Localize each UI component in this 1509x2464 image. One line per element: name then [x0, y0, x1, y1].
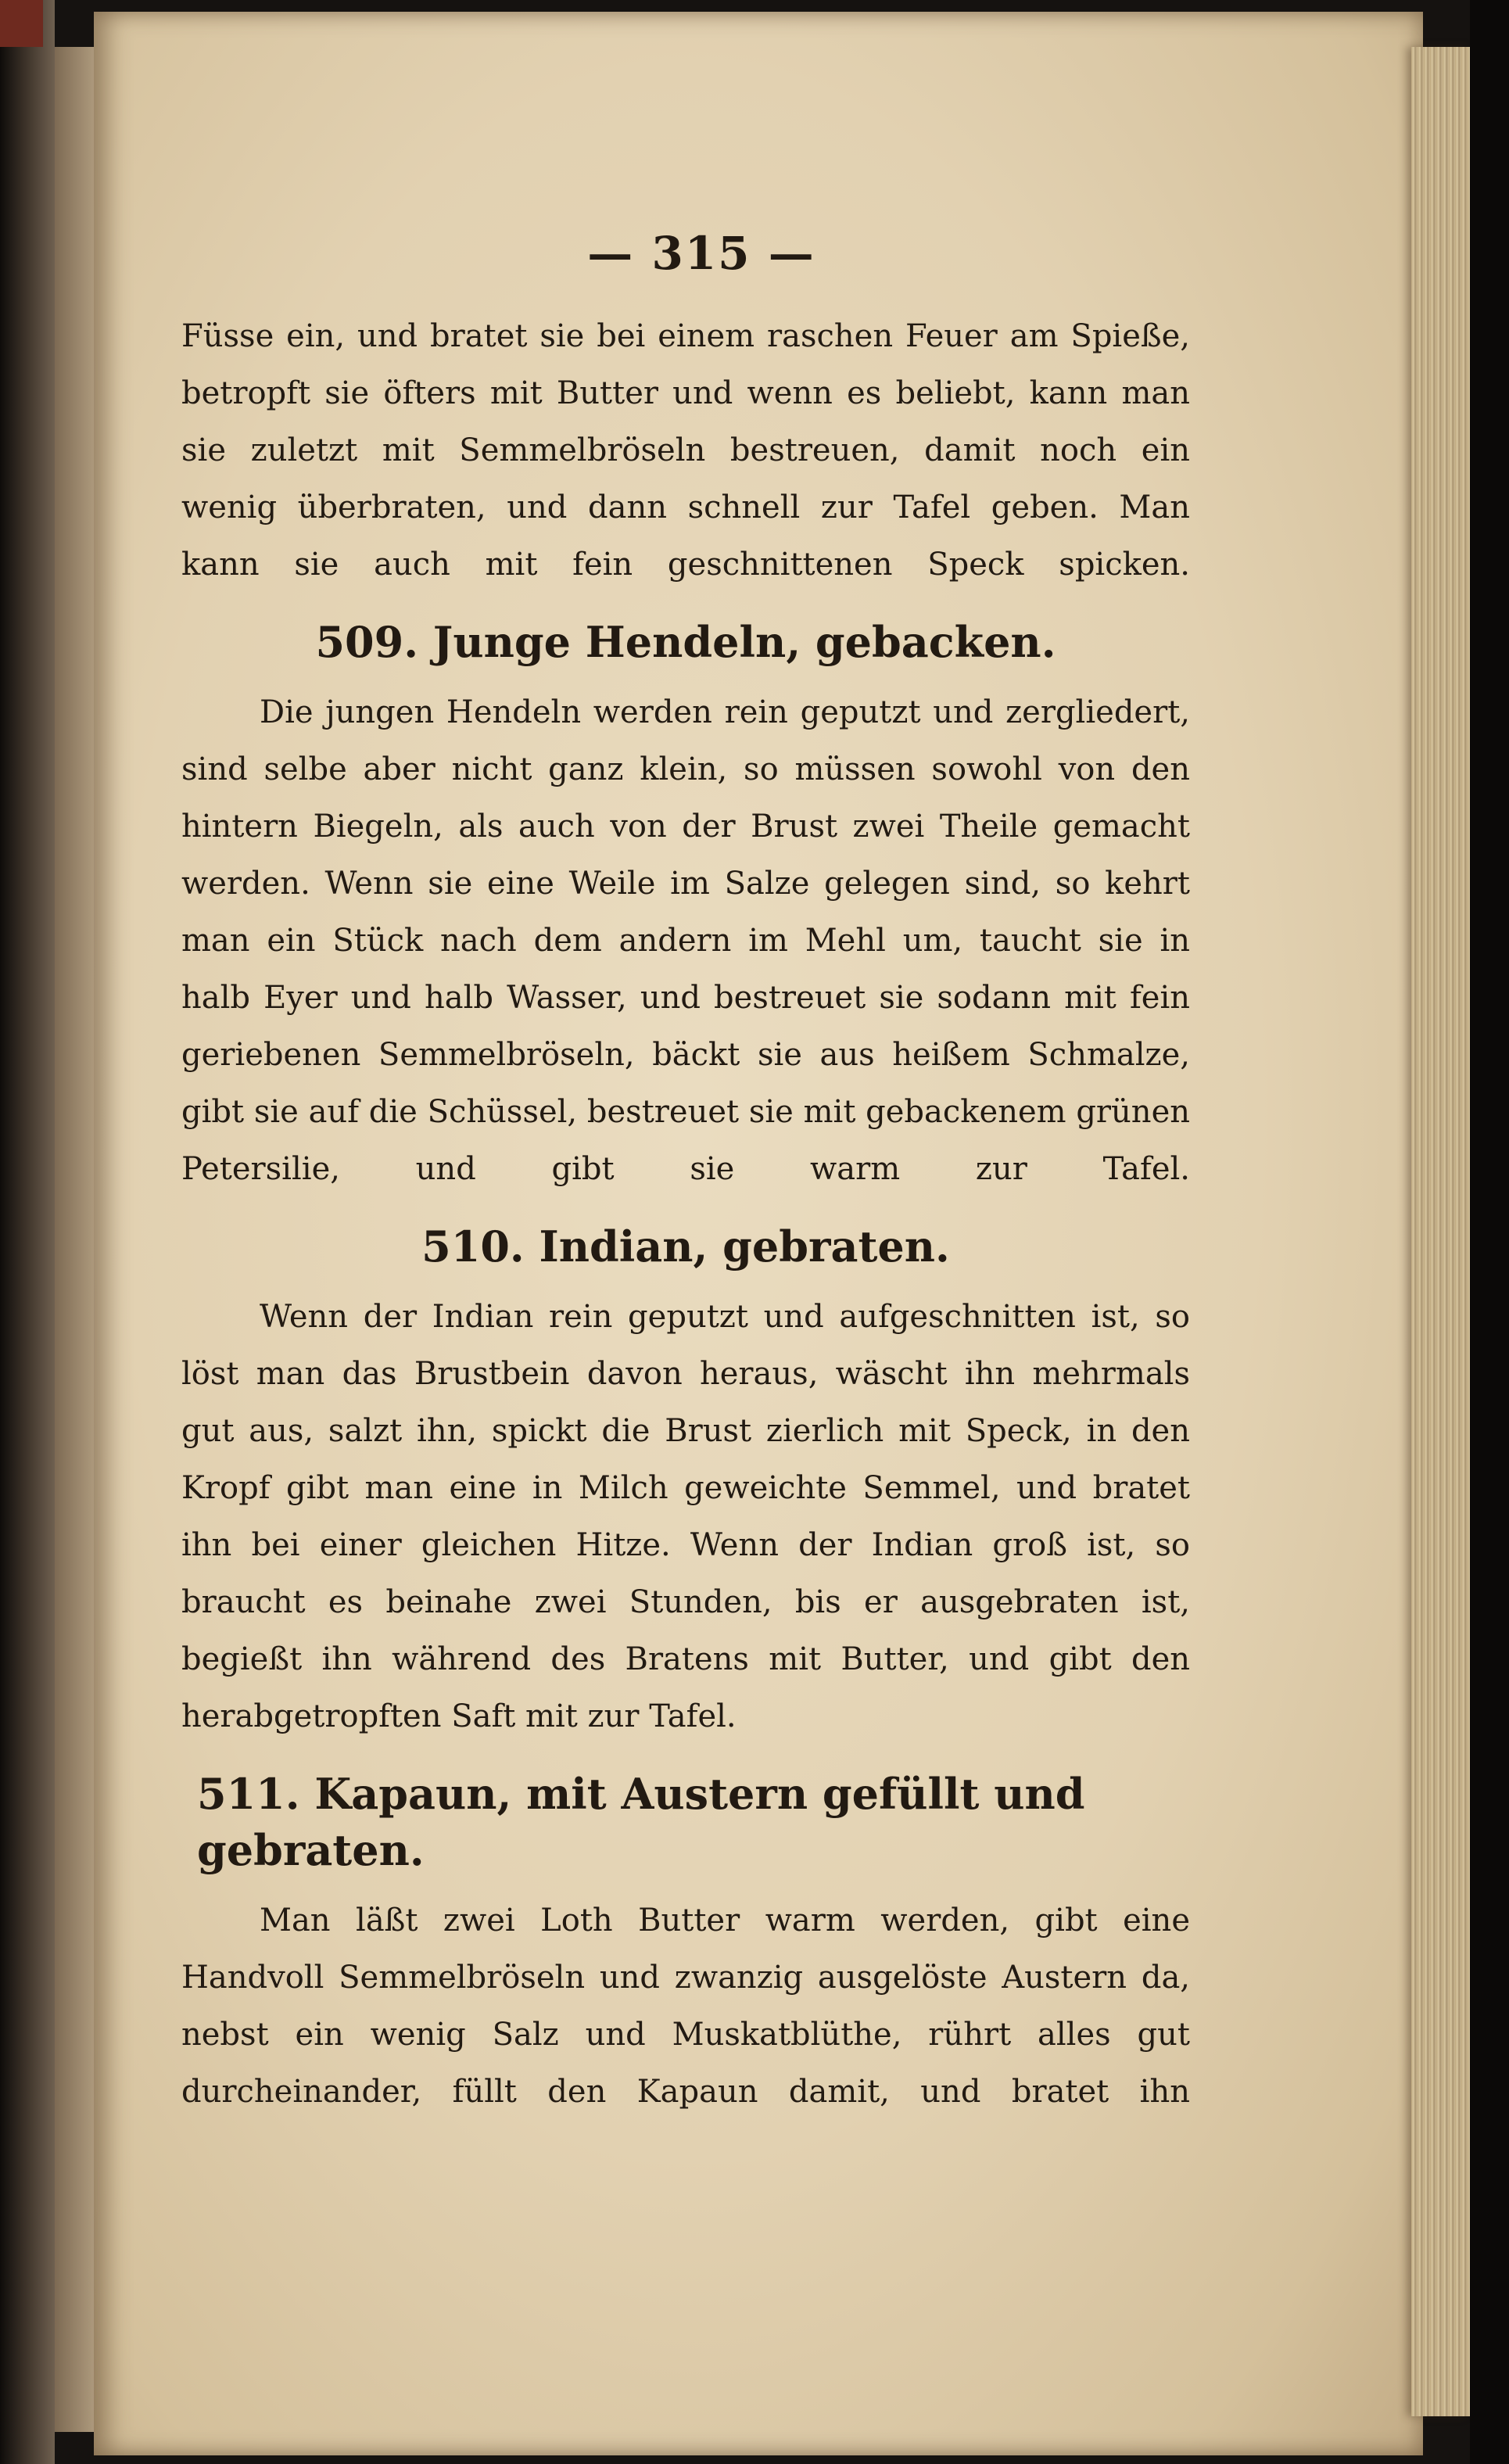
scan-background-right: [1470, 0, 1509, 2464]
book-spine-shadow: [0, 0, 55, 2464]
recipe-heading-509: 509. Junge Hendeln, gebacken.: [315, 617, 1056, 667]
recipe-text-511: Man läßt zwei Loth Butter warm werden, gibt eine Handvoll Semmelbröseln und zwanzig ausgelöste Austern da, nebst ein wenig Salz und Muskatblüthe, rührt alles gut durcheinander, füllt den Kapaun damit, und bratet ihn: [181, 1903, 1190, 2110]
recipe-heading-511: 511. Kapaun, mit Austern gefüllt und gebraten.: [197, 1769, 1085, 1875]
recipe-text-509: Die jungen Hendeln werden rein geputzt und zergliedert, sind selbe aber nicht ganz klein, so müssen sowohl von den hintern Biegeln, als auch von der Brust zwei Theile gemacht werden. Wenn sie eine Weile im Salze gelegen sind, so kehrt man ein Stück nach dem andern im Mehl um, taucht sie in halb Eyer und halb Wasser, und bestreuet sie sodann mit fein geriebenen Semmelbröseln, bäckt sie aus heißem Schmalze, gibt sie auf die Schüssel, bestreuet sie mit gebackenem grünen Petersilie, und gibt sie warm zur Tafel.: [181, 694, 1190, 1187]
page-block-edges: [1411, 47, 1470, 2416]
page-number: — 315 —: [587, 227, 815, 280]
continued-paragraph: Füsse ein, und bratet sie bei einem raschen Feuer am Spieße, betropft sie öfters mit Butter und wenn es beliebt, kann man sie zuletzt mit Semmelbröseln bestreuen, damit noch ein wenig überbraten, und dann schnell zur Tafel geben. Man kann sie auch mit fein geschnittenen Speck spicken.: [181, 318, 1190, 583]
recipe-heading-510: 510. Indian, gebraten.: [421, 1221, 950, 1271]
recipe-text-510: Wenn der Indian rein geputzt und aufgeschnitten ist, so löst man das Brustbein davon heraus, wäscht ihn mehrmals gut aus, salzt ihn, spickt die Brust zierlich mit Speck, in den Kropf gibt man eine in Milch geweichte Semmel, und bratet ihn bei einer gleichen Hitze. Wenn der Indian groß ist, so braucht es beinahe zwei Stunden, bis er ausgebraten ist, begießt ihn während des Bratens mit Butter, und gibt den herabgetropften Saft mit zur Tafel.: [181, 1299, 1190, 1734]
page-content: [181, 227, 1190, 2121]
book-binding-edge: [0, 0, 43, 47]
